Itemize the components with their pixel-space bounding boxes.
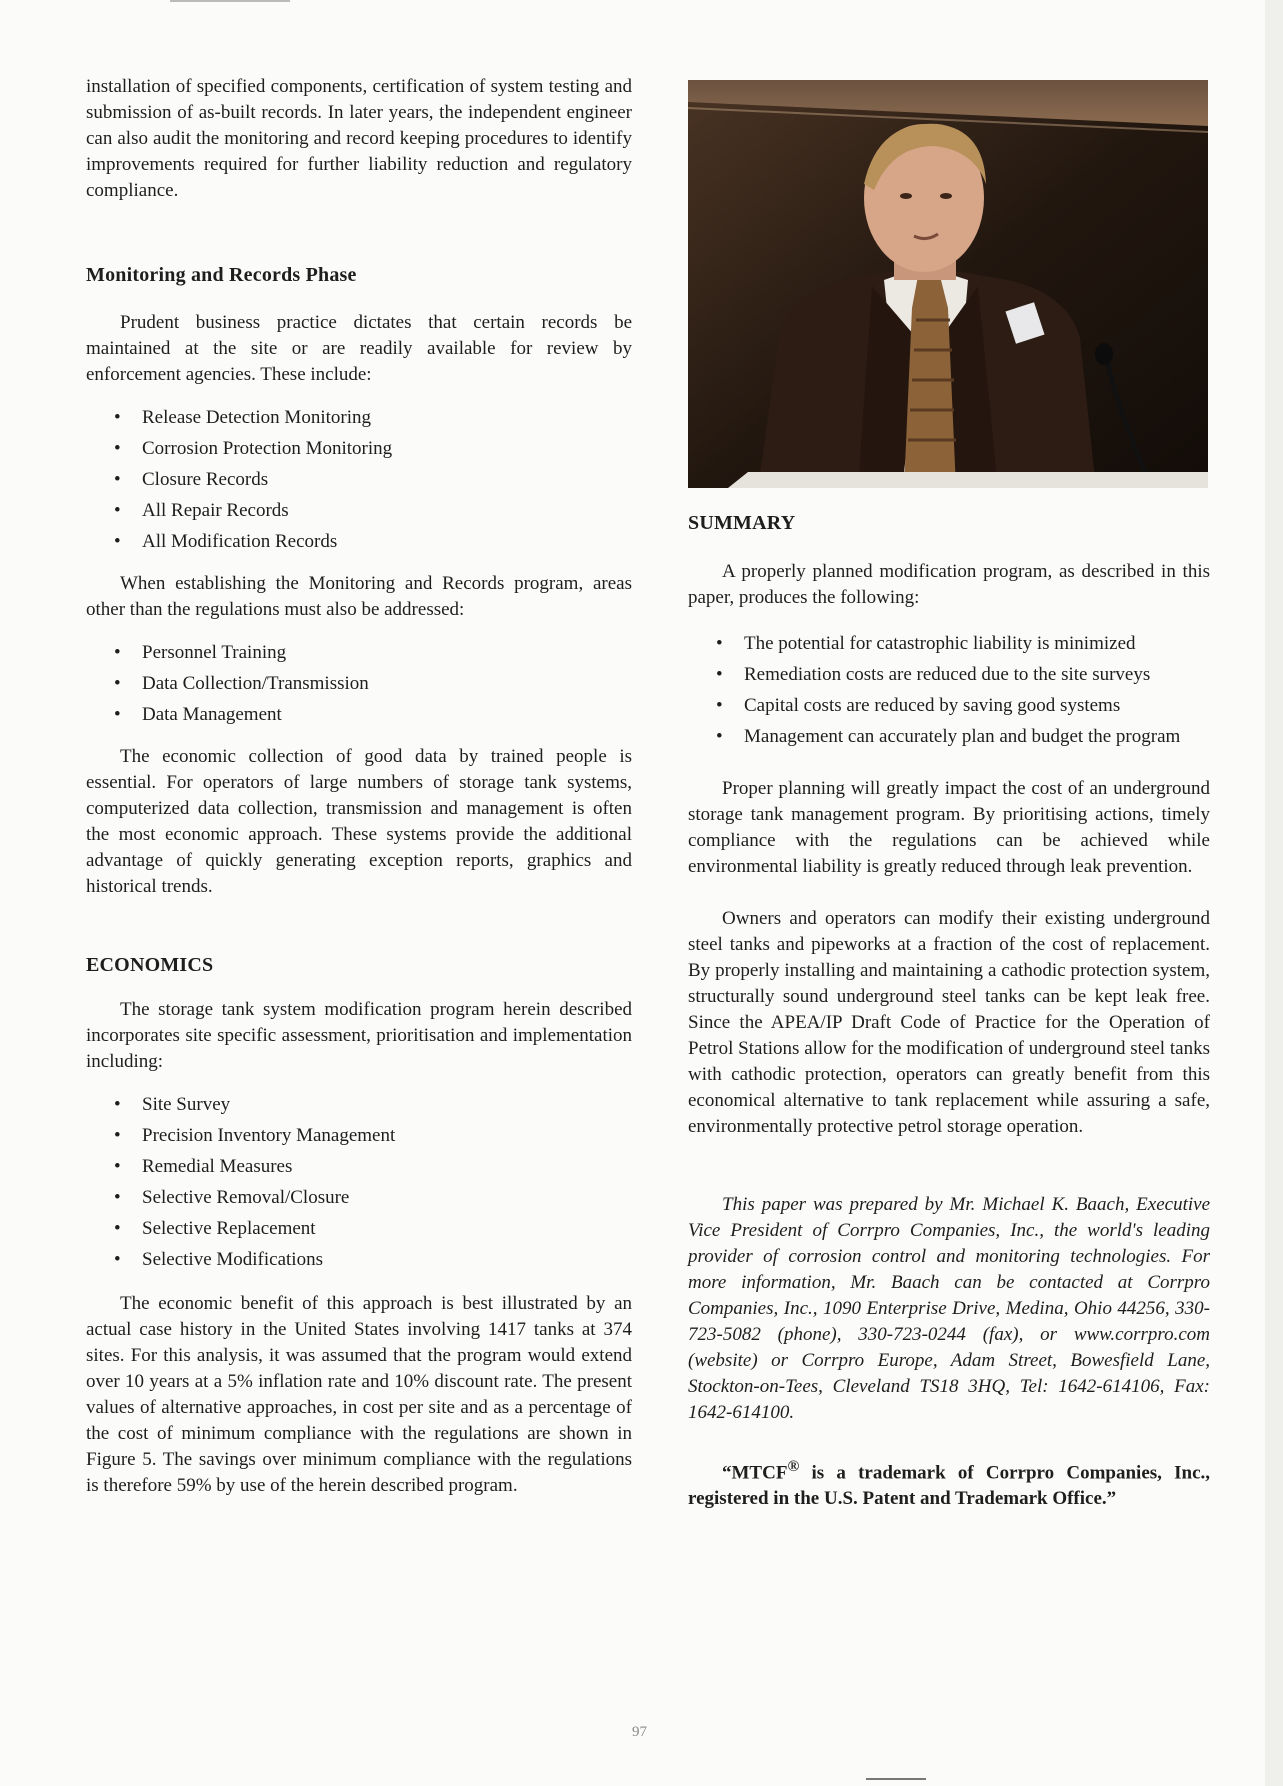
author-note: This paper was prepared by Mr. Michael K. Baach, Executive Vice President of Corrpro Companies, Inc., the world's leading provider of corrosion control and monitoring technologies. For more information, Mr. Baach can be contacted at Corrpro Companies, Inc., 1090 Enterprise Drive, Medina, Ohio 44256, 330-723-5082 (phone), 330-723-0244 (fax), or www.corrpro.com (website) or Corrpro Europe, Adam Street, Bowesfield Lane, Stockton-on-Tees, Cleveland TS18 3HQ, Tel: 1642-614106, Fax: 1642-614100. bbox=[688, 1194, 1210, 1423]
trademark-prefix: “MTCF bbox=[722, 1462, 788, 1484]
list-item: • Precision Inventory Management bbox=[86, 1123, 632, 1149]
areas-list bbox=[86, 640, 632, 728]
page-edge bbox=[1265, 0, 1283, 1786]
economic-paragraph: The economic collection of good data by trained people is essential. For operators of large numbers of storage tank systems, computerized data collection, transmission and management is often the most economic approach. These systems provide the additional advantage of quickly generating exception reports, graphics and historical trends. bbox=[86, 746, 632, 897]
page-number: 97 bbox=[632, 1724, 647, 1740]
speaker-photo bbox=[688, 80, 1208, 488]
list-item: • Release Detection Monitoring bbox=[86, 405, 632, 431]
list-item: • Selective Modifications bbox=[86, 1247, 632, 1273]
list-item: • Site Survey bbox=[86, 1092, 632, 1118]
right-column bbox=[688, 512, 1210, 1512]
left-column bbox=[86, 74, 632, 1499]
list-item: • Personnel Training bbox=[86, 640, 632, 666]
bottom-rule bbox=[866, 1778, 926, 1780]
summary-list bbox=[688, 631, 1210, 750]
list-item: • Selective Removal/Closure bbox=[86, 1185, 632, 1211]
monitoring-heading: Monitoring and Records Phase bbox=[86, 264, 357, 286]
list-item: • Selective Replacement bbox=[86, 1216, 632, 1242]
speaker-photo-graphic bbox=[688, 80, 1208, 488]
economics-list bbox=[86, 1092, 632, 1273]
monitoring-paragraph: Prudent business practice dictates that certain records be maintained at the site or are readily available for review by enforcement agencies. These include: bbox=[86, 312, 632, 385]
top-rule bbox=[170, 0, 290, 2]
list-item: • Corrosion Protection Monitoring bbox=[86, 436, 632, 462]
benefit-paragraph: The economic benefit of this approach is best illustrated by an actual case history in the United States involving 1417 tanks at 374 sites. For this analysis, it was assumed that the program would extend over 10 years at a 5% inflation rate and 10% discount rate. The present values of alternative approaches, in cost per site and as a percentage of the cost of minimum compliance with the regulations are shown in Figure 5. The savings over minimum compliance with the regulations is therefore 59% by use of the herein described program. bbox=[86, 1293, 632, 1496]
list-item: • Data Collection/Transmission bbox=[86, 671, 632, 697]
trademark-note bbox=[688, 1454, 1210, 1512]
list-item: • Data Management bbox=[86, 702, 632, 728]
summary-heading: SUMMARY bbox=[688, 512, 796, 534]
list-item: • Remediation costs are reduced due to the site surveys bbox=[688, 662, 1210, 688]
establishing-paragraph: When establishing the Monitoring and Records program, areas other than the regulations must also be addressed: bbox=[86, 573, 632, 620]
economics-heading: ECONOMICS bbox=[86, 954, 214, 976]
list-item: • Capital costs are reduced by saving good systems bbox=[688, 693, 1210, 719]
list-item: • All Repair Records bbox=[86, 498, 632, 524]
list-item: • All Modification Records bbox=[86, 529, 632, 555]
list-item: • Management can accurately plan and budget the program bbox=[688, 724, 1210, 750]
planning-paragraph: Proper planning will greatly impact the cost of an underground storage tank management program. By prioritising actions, timely compliance with the regulations can be achieved while environmental liability is greatly reduced through leak prevention. bbox=[688, 778, 1210, 877]
trademark-rest: is a trademark of Corrpro Companies, Inc., registered in the U.S. Patent and Trademark Office.” bbox=[688, 1462, 1210, 1510]
registered-mark: ® bbox=[787, 1458, 800, 1475]
owners-paragraph: Owners and operators can modify their existing underground steel tanks and pipeworks at a fraction of the cost of replacement. By properly installing and maintaining a cathodic protection system, structurally sound underground steel tanks can be kept leak free. Since the APEA/IP Draft Code of Practice for the Operation of Petrol Stations allow for the modification of underground steel tanks with cathodic protection, operators can greatly benefit from this economical alternative to tank replacement while assuring a safe, environmentally protective petrol storage operation. bbox=[688, 908, 1210, 1137]
records-list bbox=[86, 405, 632, 555]
list-item: • Remedial Measures bbox=[86, 1154, 632, 1180]
list-item: • The potential for catastrophic liability is minimized bbox=[688, 631, 1210, 657]
summary-paragraph: A properly planned modification program, as described in this paper, produces the following: bbox=[688, 561, 1210, 608]
economics-paragraph: The storage tank system modification program herein described incorporates site specific assessment, prioritisation and implementation including: bbox=[86, 999, 632, 1072]
intro-paragraph: installation of specified components, certification of system testing and submission of as-built records. In later years, the independent engineer can also audit the monitoring and record keeping procedures to identify improvements required for further liability reduction and regulatory compliance. bbox=[86, 76, 632, 201]
list-item: • Closure Records bbox=[86, 467, 632, 493]
